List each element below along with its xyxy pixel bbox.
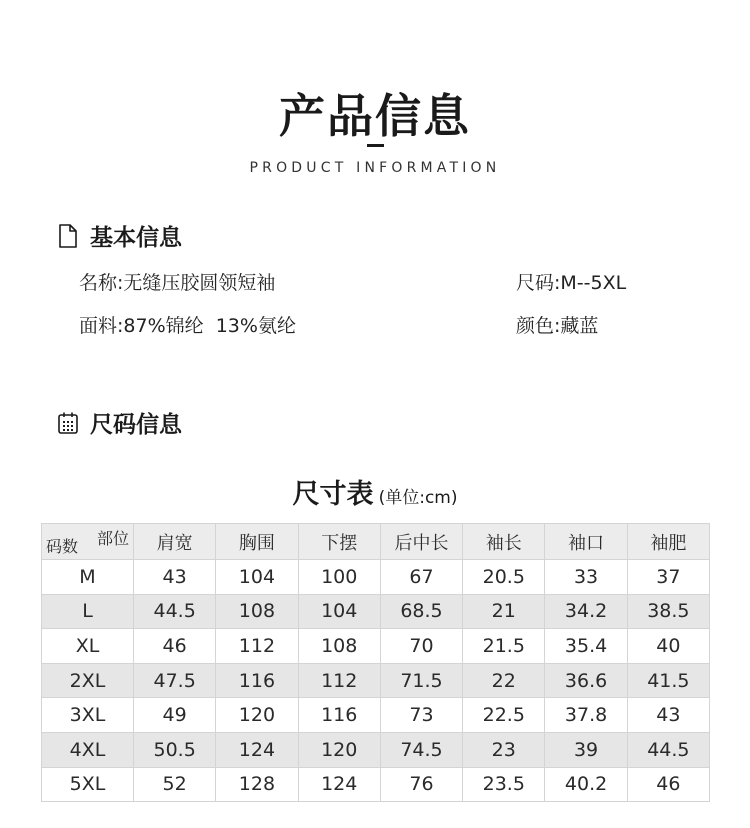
product-fabric: 面料:87%锦纶 13%氨纶 bbox=[79, 315, 296, 337]
table-cell: 116 bbox=[216, 663, 298, 698]
table-cell: 46 bbox=[134, 629, 216, 664]
product-size-range: 尺码:M--5XL bbox=[516, 272, 627, 294]
table-row bbox=[42, 698, 710, 733]
size-info-label: 尺码信息 bbox=[90, 412, 182, 438]
table-cell: 46 bbox=[627, 767, 709, 802]
table-cell: 43 bbox=[627, 698, 709, 733]
table-row bbox=[42, 594, 710, 629]
basic-info-label: 基本信息 bbox=[90, 225, 182, 251]
table-cell: 73 bbox=[380, 698, 462, 733]
table-cell: 52 bbox=[134, 767, 216, 802]
table-cell: 76 bbox=[380, 767, 462, 802]
table-cell: 39 bbox=[545, 732, 627, 767]
table-cell: 100 bbox=[298, 560, 380, 595]
table-cell: 44.5 bbox=[627, 732, 709, 767]
table-cell: 33 bbox=[545, 560, 627, 595]
size-info-heading bbox=[56, 406, 182, 439]
page-subtitle: PRODUCT INFORMATION bbox=[249, 160, 501, 176]
table-row bbox=[42, 560, 710, 595]
table-cell: 71.5 bbox=[380, 663, 462, 698]
table-cell: 108 bbox=[216, 594, 298, 629]
table-cell: 116 bbox=[298, 698, 380, 733]
corner-part-label: 部位 bbox=[96, 529, 129, 548]
table-cell: 124 bbox=[298, 767, 380, 802]
table-cell: 50.5 bbox=[134, 732, 216, 767]
title-divider bbox=[367, 144, 384, 147]
table-cell: 23.5 bbox=[463, 767, 545, 802]
table-cell: 22 bbox=[463, 663, 545, 698]
product-name: 名称:无缝压胶圆领短袖 bbox=[79, 272, 276, 294]
column-header: 后中长 bbox=[380, 524, 462, 560]
table-cell: 40.2 bbox=[545, 767, 627, 802]
table-cell: 47.5 bbox=[134, 663, 216, 698]
table-cell: 68.5 bbox=[380, 594, 462, 629]
table-cell: 112 bbox=[298, 663, 380, 698]
table-cell: 124 bbox=[216, 732, 298, 767]
table-cell: 74.5 bbox=[380, 732, 462, 767]
table-cell: 20.5 bbox=[463, 560, 545, 595]
table-cell: 120 bbox=[298, 732, 380, 767]
table-cell: 34.2 bbox=[545, 594, 627, 629]
calendar-icon bbox=[56, 410, 80, 436]
table-cell: 21.5 bbox=[463, 629, 545, 664]
table-cell: 112 bbox=[216, 629, 298, 664]
table-cell: 23 bbox=[463, 732, 545, 767]
table-cell: 37 bbox=[627, 560, 709, 595]
table-cell: 22.5 bbox=[463, 698, 545, 733]
size-table bbox=[41, 523, 710, 802]
basic-info-heading bbox=[56, 219, 182, 252]
table-cell: 108 bbox=[298, 629, 380, 664]
table-cell: 67 bbox=[380, 560, 462, 595]
product-color: 颜色:藏蓝 bbox=[516, 315, 599, 337]
table-row bbox=[42, 732, 710, 767]
row-size: M bbox=[42, 560, 134, 595]
row-size: 3XL bbox=[42, 698, 134, 733]
table-cell: 120 bbox=[216, 698, 298, 733]
table-cell: 36.6 bbox=[545, 663, 627, 698]
row-size: 2XL bbox=[42, 663, 134, 698]
table-cell: 104 bbox=[216, 560, 298, 595]
table-cell: 38.5 bbox=[627, 594, 709, 629]
table-cell: 49 bbox=[134, 698, 216, 733]
row-size: XL bbox=[42, 629, 134, 664]
page-title: 产品信息 bbox=[279, 89, 471, 143]
column-header: 袖肥 bbox=[627, 524, 709, 560]
column-header: 肩宽 bbox=[134, 524, 216, 560]
size-table-title-text: 尺寸表 bbox=[292, 479, 374, 510]
size-table-header-row bbox=[42, 524, 710, 560]
size-table-corner bbox=[42, 524, 134, 560]
corner-size-label: 码数 bbox=[46, 537, 79, 556]
row-size: L bbox=[42, 594, 134, 629]
column-header: 袖口 bbox=[545, 524, 627, 560]
column-header: 袖长 bbox=[463, 524, 545, 560]
column-header: 下摆 bbox=[298, 524, 380, 560]
size-table-unit: (单位:cm) bbox=[378, 488, 458, 508]
row-size: 4XL bbox=[42, 732, 134, 767]
size-table-title bbox=[0, 472, 750, 511]
column-header: 胸围 bbox=[216, 524, 298, 560]
table-cell: 35.4 bbox=[545, 629, 627, 664]
table-cell: 43 bbox=[134, 560, 216, 595]
table-cell: 40 bbox=[627, 629, 709, 664]
table-cell: 21 bbox=[463, 594, 545, 629]
table-cell: 70 bbox=[380, 629, 462, 664]
table-cell: 44.5 bbox=[134, 594, 216, 629]
table-row bbox=[42, 767, 710, 802]
table-cell: 104 bbox=[298, 594, 380, 629]
table-row bbox=[42, 663, 710, 698]
row-size: 5XL bbox=[42, 767, 134, 802]
table-cell: 37.8 bbox=[545, 698, 627, 733]
table-cell: 41.5 bbox=[627, 663, 709, 698]
table-cell: 128 bbox=[216, 767, 298, 802]
table-row bbox=[42, 629, 710, 664]
document-icon bbox=[56, 223, 80, 249]
